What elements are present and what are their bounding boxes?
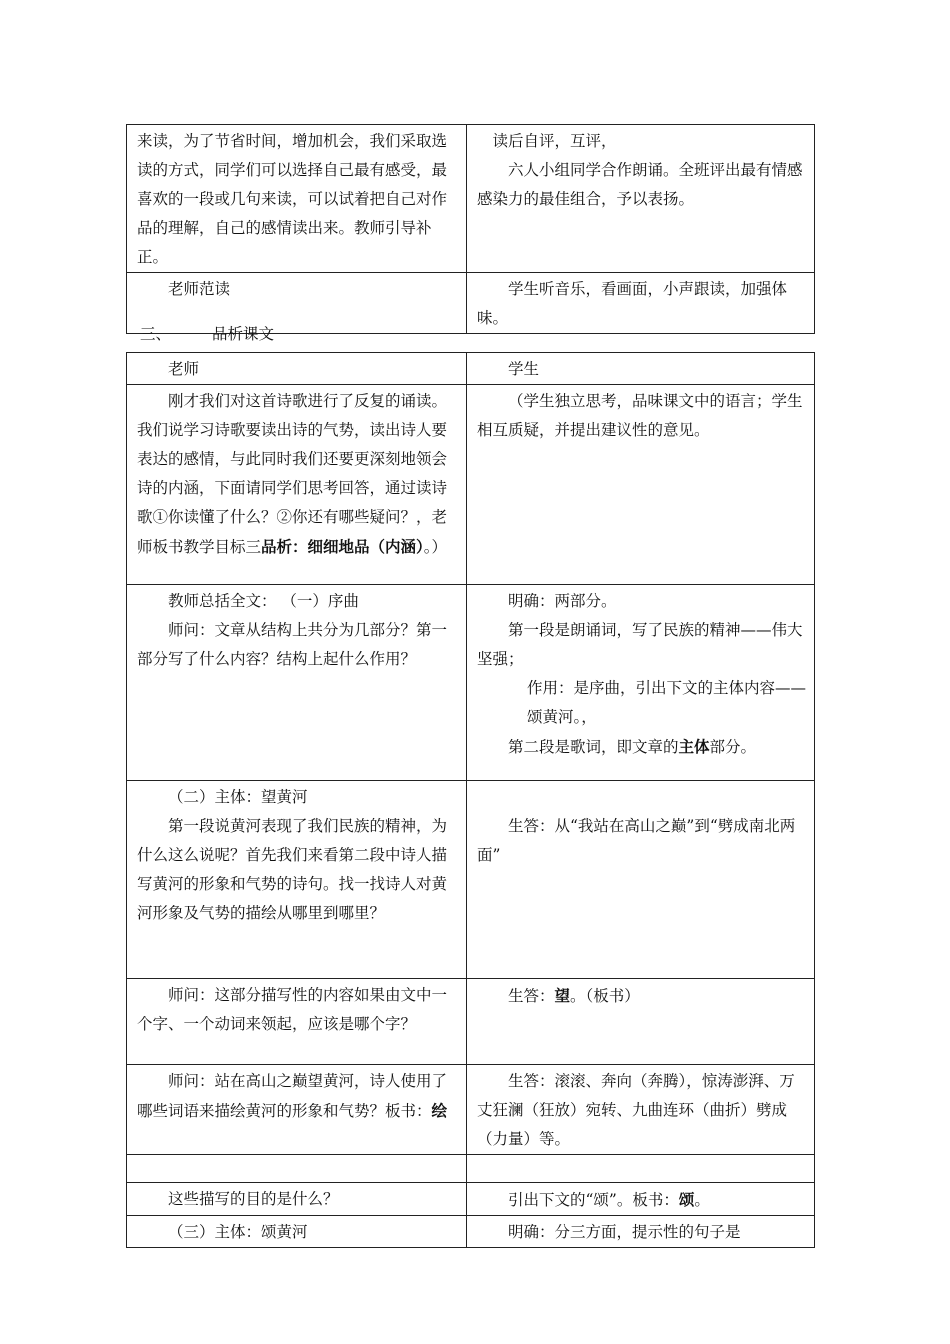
student-text-part: 第二段是歌词，即文章的 <box>508 738 679 756</box>
teacher-cell <box>127 1065 467 1155</box>
board-note: 颂 <box>678 1190 695 1209</box>
table-header-row <box>127 353 815 385</box>
teacher-text-body: 刚才我们对这首诗歌进行了反复的诵读。我们说学习诗歌要读出诗的气势，读出诗人要表达的感情，与此同时我们还要更深刻地领会诗的内涵，下面请同学们思考回答，通过读诗歌①你读懂了什么？②你还有哪些疑问？，老师板书教学目标三 <box>137 392 448 556</box>
table-row <box>127 1065 815 1155</box>
student-cell <box>467 781 815 979</box>
student-text: （学生独立思考，品味课文中的语言；学生相互质疑，并提出建议性的意见。 <box>477 392 803 439</box>
section-title: 品析课文 <box>212 325 275 343</box>
student-cell <box>467 1216 815 1248</box>
teacher-cell <box>127 781 467 979</box>
teacher-cell <box>127 1183 467 1216</box>
teacher-text: （三）主体：颂黄河 <box>168 1223 308 1241</box>
board-note: 品析：细细地品（内涵） <box>261 537 424 556</box>
student-cell <box>467 1183 815 1216</box>
student-text: 学生听音乐，看画面，小声跟读，加强体味。 <box>477 280 788 327</box>
teacher-cell <box>127 585 467 781</box>
student-text: 六人小组同学合作朗诵。全班评出最有情感感染力的最佳组合，予以表扬。 <box>477 161 803 208</box>
table-row <box>127 585 815 781</box>
header-teacher <box>127 353 467 385</box>
table-row <box>127 781 815 979</box>
student-text: 第一段是朗诵词，写了民族的精神——伟大坚强； <box>477 621 803 668</box>
student-cell <box>467 979 815 1065</box>
student-text: 明确：两部分。 <box>508 592 617 610</box>
lesson-table <box>126 352 815 1248</box>
student-text <box>477 981 806 1011</box>
student-text <box>477 732 806 762</box>
table-row-empty <box>127 1155 815 1183</box>
section-number: 三、 <box>140 325 172 343</box>
student-cell <box>467 585 815 781</box>
teacher-cell <box>127 979 467 1065</box>
teacher-cell <box>127 1216 467 1248</box>
student-text: 生答：滚滚、奔向（奔腾），惊涛澎湃、万丈狂澜（狂放）宛转、九曲连环（曲折）劈成（力量）等。 <box>477 1072 795 1148</box>
lesson-table-continued <box>126 124 815 334</box>
student-text: 明确：分三方面，提示性的句子是 <box>508 1223 741 1241</box>
teacher-text: 师问：文章从结构上共分为几部分？第一部分写了什么内容？结构上起什么作用？ <box>137 621 448 668</box>
board-note: 绘 <box>431 1101 448 1120</box>
teacher-text <box>137 387 458 562</box>
teacher-cell <box>127 385 467 585</box>
teacher-cell <box>127 1155 467 1183</box>
table-row <box>127 979 815 1065</box>
student-text-part: 部分。 <box>709 738 757 756</box>
teacher-text: （二）主体：望黄河 <box>168 788 308 806</box>
teacher-text: 老师范读 <box>168 280 231 298</box>
teacher-text: 师问：这部分描写性的内容如果由文中一个字、一个动词来领起，应该是哪个字？ <box>137 986 448 1033</box>
teacher-text-body: 师问：站在高山之巅望黄河，诗人使用了哪些词语来描绘黄河的形象和气势？板书： <box>137 1072 448 1120</box>
teacher-text: 教师总括全文： （一）序曲 <box>168 592 359 610</box>
student-cell <box>467 1065 815 1155</box>
student-text-part: 生答： <box>508 987 555 1005</box>
student-text-part: 。（板书） <box>570 987 640 1005</box>
table-row <box>127 1216 815 1248</box>
student-text-part: 引出下文的“颂”。板书： <box>508 1191 679 1209</box>
student-cell <box>467 273 815 334</box>
teacher-cell <box>127 125 467 273</box>
column-header: 老师 <box>168 360 200 378</box>
table-row <box>127 125 815 273</box>
student-text: 生答：从“我站在高山之巅”到“劈成南北两面” <box>477 817 796 864</box>
header-student <box>467 353 815 385</box>
teacher-text <box>137 1067 458 1126</box>
student-text: 读后自评，互评， <box>492 132 617 150</box>
table-row <box>127 1183 815 1216</box>
student-cell <box>467 1155 815 1183</box>
student-cell <box>467 125 815 273</box>
table-row <box>127 385 815 585</box>
student-cell <box>467 385 815 585</box>
teacher-text-tail: 。） <box>423 538 448 556</box>
student-text: 作用：是序曲，引出下文的主体内容——颂黄河。， <box>527 679 807 726</box>
student-text <box>477 1185 806 1215</box>
teacher-text: 来读，为了节省时间，增加机会，我们采取选读的方式，同学们可以选择自己最有感受，最喜欢的一段或几句来读，可以试着把自己对作品的理解，自己的感情读出来。教师引导补正。 <box>137 132 448 266</box>
student-text-part: 。 <box>694 1191 710 1209</box>
section-heading <box>140 322 274 346</box>
column-header: 学生 <box>508 360 540 378</box>
teacher-text: 这些描写的目的是什么？ <box>168 1190 339 1208</box>
board-note: 望 <box>554 986 571 1005</box>
teacher-text: 第一段说黄河表现了我们民族的精神，为什么这么说呢？首先我们来看第二段中诗人描写黄河的形象和气势的诗句。找一找诗人对黄河形象及气势的描绘从哪里到哪里？ <box>137 817 448 922</box>
emphasis: 主体 <box>678 737 710 756</box>
